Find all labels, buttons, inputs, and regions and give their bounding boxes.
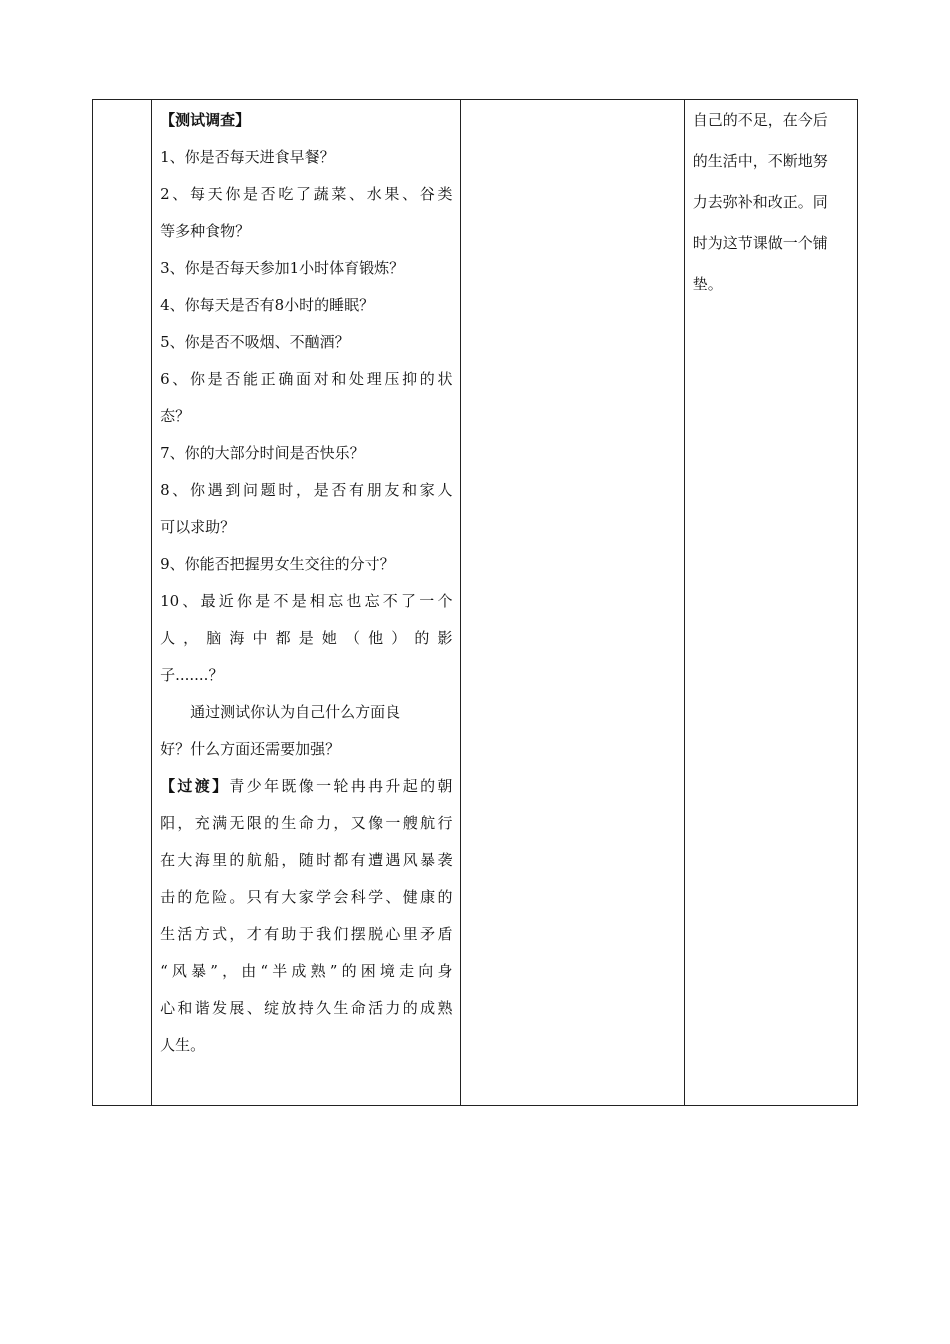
survey-item-8-line2: 可以求助？ bbox=[160, 518, 236, 536]
survey-item-9: 9、你能否把握男女生交往的分寸？ bbox=[160, 555, 395, 573]
survey-item-4: 4、你每天是否有8小时的睡眠？ bbox=[160, 296, 375, 314]
empty-cell-left bbox=[93, 100, 152, 1106]
survey-item-5: 5、你是否不吸烟、不酗酒？ bbox=[160, 333, 350, 351]
reflection-question-line2: 好？什么方面还需要加强？ bbox=[160, 740, 341, 758]
design-intent-cell bbox=[684, 100, 857, 1106]
design-intent-text bbox=[685, 100, 857, 305]
survey-content bbox=[152, 100, 460, 1064]
transition-line-8: 人生。 bbox=[160, 1036, 206, 1054]
main-content-cell bbox=[152, 100, 461, 1106]
survey-item-2-line2: 等多种食物？ bbox=[160, 222, 251, 240]
survey-item-2-line1: 2、每天你是否吃了蔬菜、水果、谷类 bbox=[160, 185, 453, 203]
transition-line-6: “风暴”，由“半成熟”的困境走向身 bbox=[160, 962, 453, 980]
survey-item-6-line2: 态？ bbox=[160, 407, 191, 425]
note-line-1: 自己的不足，在今后 bbox=[692, 111, 828, 129]
empty-cell-middle bbox=[461, 100, 684, 1106]
note-line-3: 力去弥补和改正。同 bbox=[692, 193, 828, 211]
transition-text: 青少年既像一轮冉冉升起的朝 bbox=[229, 777, 453, 795]
transition-line-3: 在大海里的航船，随时都有遭遇风暴袭 bbox=[160, 851, 453, 869]
survey-item-1: 1、你是否每天进食早餐？ bbox=[160, 148, 335, 166]
survey-item-10-line2: 人，脑海中都是她（他）的影 bbox=[160, 629, 453, 647]
survey-item-8-line1: 8、你遇到问题时，是否有朋友和家人 bbox=[160, 481, 453, 499]
note-line-4: 时为这节课做一个铺 bbox=[692, 234, 828, 252]
survey-item-3: 3、你是否每天参加1小时体育锻炼？ bbox=[160, 259, 405, 277]
survey-item-10-line1: 10、最近你是不是相忘也忘不了一个 bbox=[160, 592, 453, 610]
survey-item-7: 7、你的大部分时间是否快乐？ bbox=[160, 444, 365, 462]
transition-label: 【过渡】 bbox=[160, 777, 230, 795]
table-row bbox=[93, 100, 858, 1106]
transition-line-4: 击的危险。只有大家学会科学、健康的 bbox=[160, 888, 453, 906]
transition-line-7: 心和谐发展、绽放持久生命活力的成熟 bbox=[160, 999, 453, 1017]
survey-item-10-line3: 子.......？ bbox=[160, 666, 224, 684]
note-line-5: 垫。 bbox=[692, 275, 723, 293]
survey-item-6-line1: 6、你是否能正确面对和处理压抑的状 bbox=[160, 370, 453, 388]
note-line-2: 的生活中，不断地努 bbox=[692, 152, 828, 170]
lesson-plan-table bbox=[92, 99, 858, 1106]
transition-line-1 bbox=[160, 768, 452, 805]
survey-heading: 【测试调查】 bbox=[160, 111, 251, 129]
transition-line-5: 生活方式，才有助于我们摆脱心里矛盾 bbox=[160, 925, 453, 943]
reflection-question-line1: 通过测试你认为自己什么方面良 bbox=[190, 703, 401, 721]
transition-line-2: 阳，充满无限的生命力，又像一艘航行 bbox=[160, 814, 453, 832]
